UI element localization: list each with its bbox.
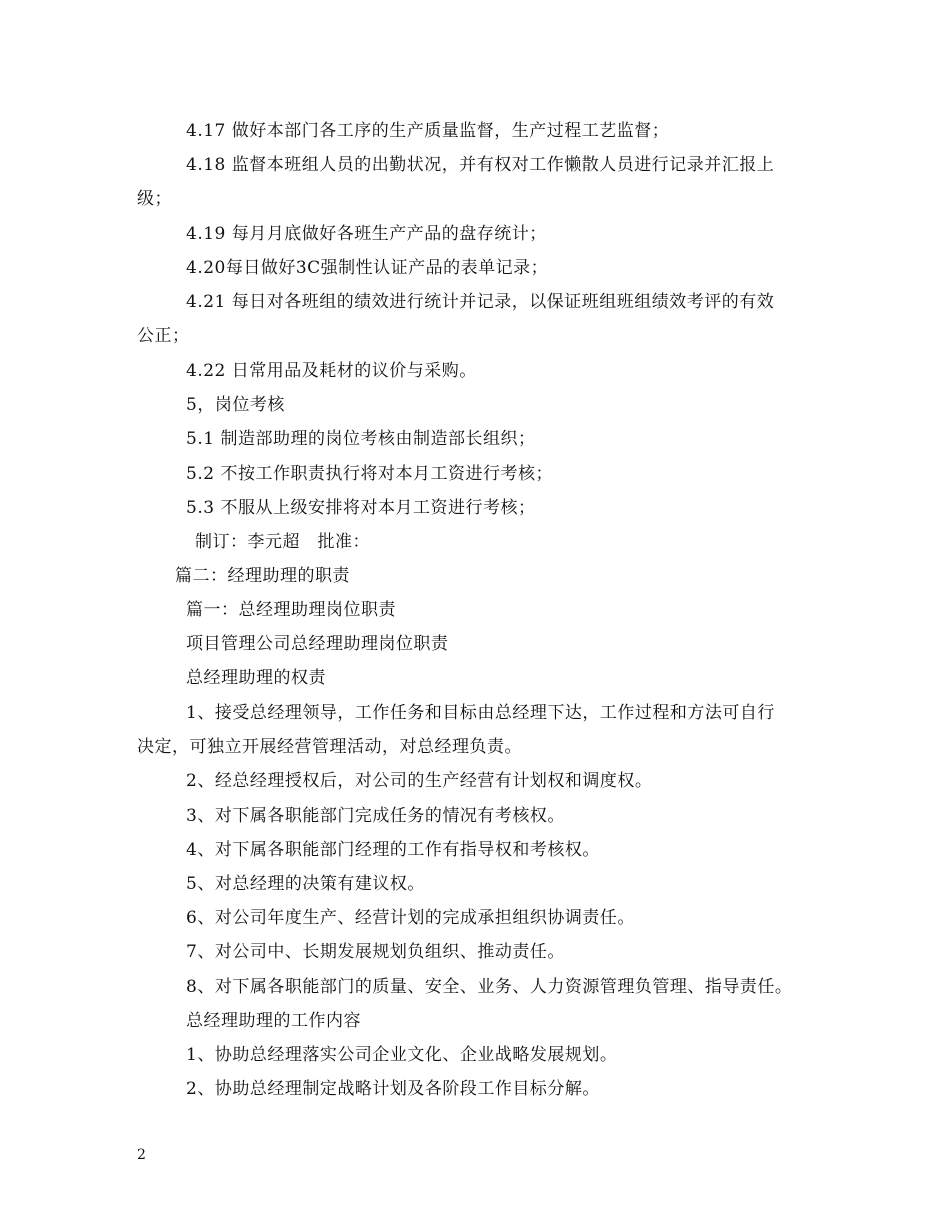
text-line: 5.3 不服从上级安排将对本月工资进行考核； bbox=[186, 498, 536, 518]
text-line: 1、协助总经理落实公司企业文化、企业战略发展规划。 bbox=[186, 1045, 618, 1065]
chapter-heading: 篇一：总经理助理岗位职责 bbox=[186, 600, 396, 620]
text-line: 4.17 做好本部门各工序的生产质量监督，生产过程工艺监督； bbox=[186, 121, 670, 141]
text-line: 级； bbox=[137, 189, 172, 209]
text-line: 7、对公司中、长期发展规划负组织、推动责任。 bbox=[186, 942, 565, 962]
signature-line: 制订：李元超 批准： bbox=[195, 532, 370, 552]
text-line: 5.2 不按工作职责执行将对本月工资进行考核； bbox=[186, 464, 553, 484]
text-line: 8、对下属各职能部门的质量、安全、业务、人力资源管理负管理、指导责任。 bbox=[186, 977, 793, 997]
text-line: 4.21 每日对各班组的绩效进行统计并记录，以保证班组班组绩效考评的有效 bbox=[186, 292, 775, 312]
text-line: 3、对下属各职能部门完成任务的情况有考核权。 bbox=[186, 806, 565, 826]
text-line: 1、接受总经理领导，工作任务和目标由总经理下达，工作过程和方法可自行 bbox=[186, 703, 775, 723]
chapter-heading: 篇二：经理助理的职责 bbox=[175, 566, 350, 586]
page-number: 2 bbox=[137, 1147, 146, 1163]
text-line: 2、协助总经理制定战略计划及各阶段工作目标分解。 bbox=[186, 1079, 600, 1099]
text-line: 4.20每日做好3C强制性认证产品的表单记录； bbox=[186, 258, 549, 278]
section-heading: 总经理助理的工作内容 bbox=[186, 1011, 361, 1031]
text-line: 2、经总经理授权后，对公司的生产经营有计划权和调度权。 bbox=[186, 771, 653, 791]
text-line: 4、对下属各职能部门经理的工作有指导权和考核权。 bbox=[186, 840, 600, 860]
text-line: 4.22 日常用品及耗材的议价与采购。 bbox=[186, 361, 477, 381]
section-heading: 总经理助理的权责 bbox=[186, 668, 326, 688]
document-title: 项目管理公司总经理助理岗位职责 bbox=[186, 634, 449, 654]
text-line: 4.18 监督本班组人员的出勤状况，并有权对工作懒散人员进行记录并汇报上 bbox=[186, 155, 775, 175]
text-line: 6、对公司年度生产、经营计划的完成承担组织协调责任。 bbox=[186, 908, 635, 928]
text-line: 决定，可独立开展经营管理活动，对总经理负责。 bbox=[137, 737, 522, 757]
section-heading: 5，岗位考核 bbox=[186, 395, 285, 415]
text-line: 公正； bbox=[137, 326, 190, 346]
text-line: 5.1 制造部助理的岗位考核由制造部长组织； bbox=[186, 429, 536, 449]
text-line: 5、对总经理的决策有建议权。 bbox=[186, 874, 425, 894]
text-line: 4.19 每月月底做好各班生产产品的盘存统计； bbox=[186, 224, 547, 244]
